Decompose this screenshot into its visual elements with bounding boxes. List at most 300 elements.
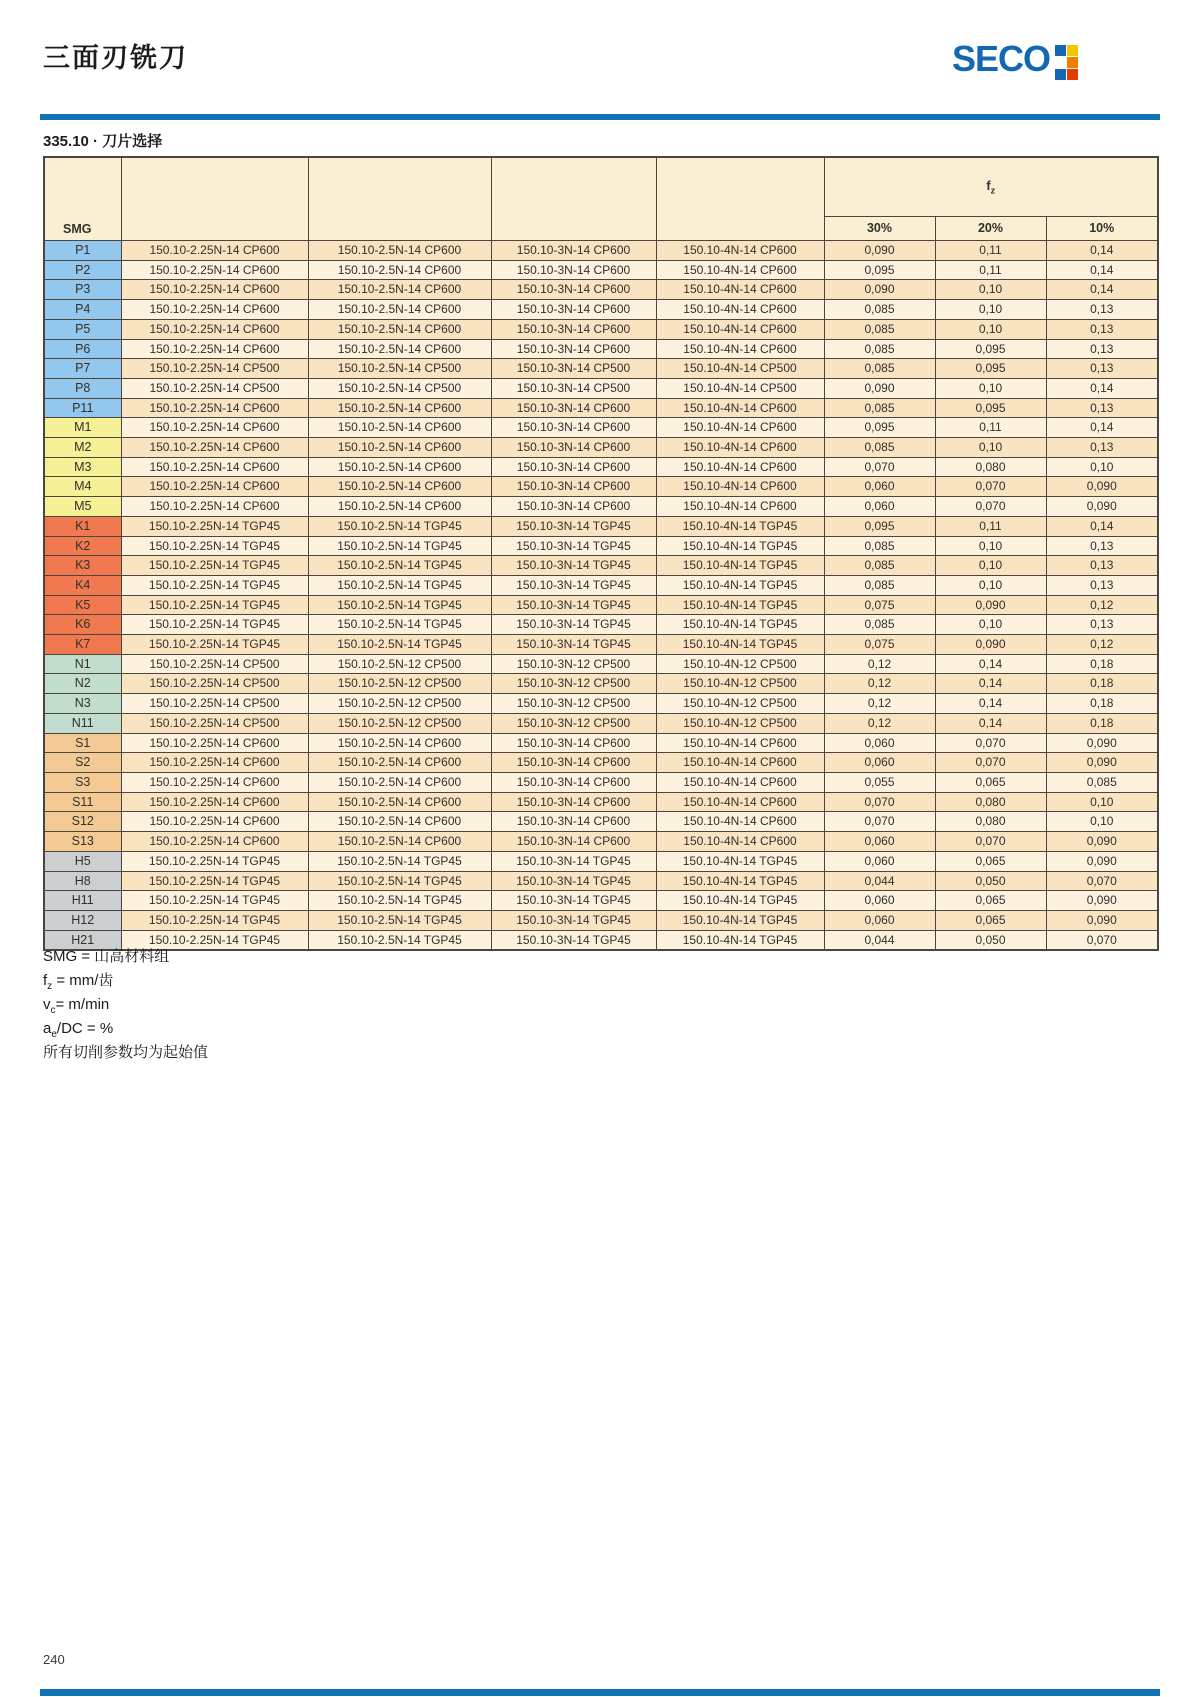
smg-cell: N2 [44, 674, 121, 694]
fz-value-cell: 0,14 [935, 713, 1046, 733]
fz-value-cell: 0,060 [824, 497, 935, 517]
insert-designation-cell: 150.10-4N-14 CP600 [656, 280, 824, 300]
fz-value-cell: 0,085 [824, 319, 935, 339]
fz-value-cell: 0,070 [824, 812, 935, 832]
insert-designation-cell: 150.10-4N-14 TGP45 [656, 556, 824, 576]
insert-designation-cell: 150.10-4N-14 CP600 [656, 300, 824, 320]
table-row [44, 260, 1158, 280]
insert-designation-cell: 150.10-3N-14 CP600 [491, 792, 656, 812]
insert-designation-cell: 150.10-2.25N-14 CP600 [121, 753, 308, 773]
fz-value-cell: 0,090 [824, 280, 935, 300]
insert-designation-cell: 150.10-2.5N-14 CP600 [308, 457, 491, 477]
insert-designation-cell: 150.10-2.5N-12 CP500 [308, 694, 491, 714]
fz-value-cell: 0,090 [1046, 910, 1158, 930]
insert-designation-cell: 150.10-3N-14 TGP45 [491, 910, 656, 930]
fz-value-cell: 0,070 [935, 477, 1046, 497]
fz-value-cell: 0,18 [1046, 713, 1158, 733]
smg-cell: P2 [44, 260, 121, 280]
fz-value-cell: 0,085 [824, 438, 935, 458]
insert-designation-cell: 150.10-3N-14 CP600 [491, 832, 656, 852]
fz-value-cell: 0,11 [935, 260, 1046, 280]
fz-value-cell: 0,14 [1046, 260, 1158, 280]
insert-designation-cell: 150.10-4N-14 CP600 [656, 339, 824, 359]
insert-designation-cell: 150.10-2.5N-14 TGP45 [308, 871, 491, 891]
smg-cell: K2 [44, 536, 121, 556]
table-row [44, 772, 1158, 792]
insert-designation-cell: 150.10-3N-14 TGP45 [491, 536, 656, 556]
insert-designation-cell: 150.10-2.25N-14 CP600 [121, 241, 308, 261]
insert-designation-cell: 150.10-2.25N-14 TGP45 [121, 536, 308, 556]
smg-cell: H8 [44, 871, 121, 891]
insert-designation-cell: 150.10-2.25N-14 CP600 [121, 418, 308, 438]
insert-designation-cell: 150.10-2.5N-14 TGP45 [308, 575, 491, 595]
insert-designation-cell: 150.10-2.25N-14 CP500 [121, 694, 308, 714]
fz-value-cell: 0,12 [824, 713, 935, 733]
table-row [44, 556, 1158, 576]
insert-designation-cell: 150.10-4N-14 TGP45 [656, 575, 824, 595]
insert-designation-cell: 150.10-2.5N-14 CP600 [308, 477, 491, 497]
insert-designation-cell: 150.10-2.5N-14 CP600 [308, 398, 491, 418]
fz-value-cell: 0,14 [1046, 241, 1158, 261]
fz-value-cell: 0,12 [1046, 635, 1158, 655]
legend-item: $f_z = mm/$齿 [43, 972, 114, 992]
table-row [44, 635, 1158, 655]
insert-designation-cell: 150.10-2.5N-14 TGP45 [308, 930, 491, 950]
fz-value-cell: 0,065 [935, 891, 1046, 911]
fz-value-cell: 0,12 [824, 654, 935, 674]
fz-value-cell: 0,13 [1046, 319, 1158, 339]
fz-value-cell: 0,095 [824, 516, 935, 536]
insert-designation-cell: 150.10-2.25N-14 CP600 [121, 812, 308, 832]
insert-designation-cell: 150.10-4N-14 CP600 [656, 497, 824, 517]
insert-designation-cell: 150.10-2.5N-14 TGP45 [308, 635, 491, 655]
insert-designation-cell: 150.10-4N-14 CP600 [656, 792, 824, 812]
insert-designation-cell: 150.10-4N-14 CP600 [656, 438, 824, 458]
smg-cell: M3 [44, 457, 121, 477]
table-row [44, 891, 1158, 911]
insert-designation-cell: 150.10-3N-14 CP600 [491, 812, 656, 832]
fz-value-cell: 0,070 [1046, 930, 1158, 950]
insert-designation-cell: 150.10-3N-14 CP600 [491, 457, 656, 477]
insert-designation-cell: 150.10-3N-14 TGP45 [491, 575, 656, 595]
fz-value-cell: 0,070 [824, 457, 935, 477]
seco-logo-mark-icon [1055, 45, 1078, 80]
insert-designation-cell: 150.10-2.25N-14 TGP45 [121, 635, 308, 655]
insert-designation-cell: 150.10-2.25N-14 TGP45 [121, 910, 308, 930]
logo-tile-blue-top [1055, 45, 1066, 56]
fz-value-cell: 0,090 [1046, 733, 1158, 753]
insert-designation-cell: 150.10-3N-14 CP600 [491, 398, 656, 418]
insert-designation-cell: 150.10-2.5N-14 TGP45 [308, 556, 491, 576]
fz-value-cell: 0,085 [824, 339, 935, 359]
insert-designation-cell: 150.10-2.25N-14 TGP45 [121, 891, 308, 911]
fz-value-cell: 0,10 [1046, 792, 1158, 812]
fz-value-cell: 0,14 [935, 654, 1046, 674]
insert-designation-cell: 150.10-4N-14 CP600 [656, 753, 824, 773]
fz-value-cell: 0,060 [824, 832, 935, 852]
insert-designation-cell: 150.10-2.5N-14 CP600 [308, 832, 491, 852]
fz-value-cell: 0,085 [1046, 772, 1158, 792]
fz-value-cell: 0,090 [1046, 891, 1158, 911]
insert-designation-cell: 150.10-2.5N-14 TGP45 [308, 595, 491, 615]
insert-designation-cell: 150.10-2.5N-12 CP500 [308, 654, 491, 674]
smg-cell: S12 [44, 812, 121, 832]
insert-designation-cell: 150.10-2.5N-14 CP600 [308, 438, 491, 458]
fz-value-cell: 0,065 [935, 910, 1046, 930]
table-row [44, 674, 1158, 694]
insert-designation-cell: 150.10-3N-14 CP500 [491, 378, 656, 398]
fz-value-cell: 0,10 [935, 536, 1046, 556]
insert-designation-cell: 150.10-2.5N-14 TGP45 [308, 615, 491, 635]
table-row [44, 378, 1158, 398]
insert-designation-cell: 150.10-3N-14 TGP45 [491, 871, 656, 891]
header-divider [40, 114, 1160, 120]
legend-item: $a_e/DC$ = % [43, 1020, 114, 1040]
table-row [44, 615, 1158, 635]
smg-cell: H21 [44, 930, 121, 950]
insert-designation-cell: 150.10-4N-14 CP600 [656, 812, 824, 832]
fz-value-cell: 0,070 [824, 792, 935, 812]
fz-value-cell: 0,12 [824, 694, 935, 714]
fz-value-cell: 0,080 [935, 792, 1046, 812]
smg-cell: S13 [44, 832, 121, 852]
fz-value-cell: 0,090 [1046, 477, 1158, 497]
insert-designation-cell: 150.10-2.25N-14 CP500 [121, 378, 308, 398]
insert-designation-cell: 150.10-2.5N-14 CP600 [308, 319, 491, 339]
smg-cell: P6 [44, 339, 121, 359]
insert-designation-cell: 150.10-3N-14 CP600 [491, 753, 656, 773]
smg-cell: P4 [44, 300, 121, 320]
insert-designation-cell: 150.10-2.25N-14 CP600 [121, 772, 308, 792]
logo-tile-blue-bottom [1055, 69, 1066, 80]
insert-designation-cell: 150.10-3N-14 CP600 [491, 260, 656, 280]
table-row [44, 477, 1158, 497]
fz-value-cell: 0,060 [824, 477, 935, 497]
smg-cell: K3 [44, 556, 121, 576]
section-label: 335.10 · 刀片选择 [43, 133, 163, 150]
insert-designation-cell: 150.10-2.25N-14 CP600 [121, 477, 308, 497]
insert-designation-cell: 150.10-2.25N-14 CP600 [121, 300, 308, 320]
insert-designation-cell: 150.10-4N-14 CP600 [656, 260, 824, 280]
insert-designation-cell: 150.10-2.25N-14 CP600 [121, 280, 308, 300]
insert-designation-cell: 150.10-3N-14 CP600 [491, 497, 656, 517]
smg-cell: P11 [44, 398, 121, 418]
smg-cell: K1 [44, 516, 121, 536]
insert-designation-cell: 150.10-4N-14 TGP45 [656, 871, 824, 891]
fz-value-cell: 0,075 [824, 635, 935, 655]
smg-cell: H12 [44, 910, 121, 930]
table-row [44, 339, 1158, 359]
insert-selection-table [43, 156, 1159, 951]
table-row [44, 497, 1158, 517]
insert-designation-cell: 150.10-2.25N-14 CP500 [121, 713, 308, 733]
insert-designation-cell: 150.10-2.5N-14 CP600 [308, 280, 491, 300]
insert-designation-cell: 150.10-2.5N-14 CP600 [308, 339, 491, 359]
fz-value-cell: 0,085 [824, 615, 935, 635]
smg-cell: K6 [44, 615, 121, 635]
insert-designation-cell: 150.10-4N-14 CP600 [656, 319, 824, 339]
insert-designation-cell: 150.10-3N-14 TGP45 [491, 635, 656, 655]
fz-value-cell: 0,080 [935, 457, 1046, 477]
seco-logo [952, 38, 1078, 80]
insert-designation-cell: 150.10-4N-14 TGP45 [656, 516, 824, 536]
insert-designation-cell: 150.10-4N-14 CP600 [656, 772, 824, 792]
smg-cell: S2 [44, 753, 121, 773]
page-number: 240 [43, 1652, 65, 1667]
table-row [44, 241, 1158, 261]
insert-designation-cell: 150.10-3N-14 CP600 [491, 300, 656, 320]
fz-value-cell: 0,10 [935, 319, 1046, 339]
fz-value-cell: 0,090 [1046, 497, 1158, 517]
table-body [44, 241, 1158, 951]
fz-value-cell: 0,085 [824, 536, 935, 556]
fz-value-cell: 0,065 [935, 851, 1046, 871]
fz-value-cell: 0,070 [935, 497, 1046, 517]
fz-value-cell: 0,060 [824, 851, 935, 871]
footer-divider [40, 1689, 1160, 1696]
insert-designation-cell: 150.10-4N-14 TGP45 [656, 615, 824, 635]
insert-designation-cell: 150.10-2.25N-14 CP500 [121, 359, 308, 379]
insert-designation-cell: 150.10-2.25N-14 TGP45 [121, 516, 308, 536]
fz-value-cell: 0,095 [824, 260, 935, 280]
logo-tile-red [1067, 69, 1078, 80]
fz-value-cell: 0,10 [935, 556, 1046, 576]
fz-value-cell: 0,044 [824, 930, 935, 950]
smg-cell: N1 [44, 654, 121, 674]
insert-designation-cell: 150.10-2.5N-14 CP600 [308, 753, 491, 773]
fz-value-cell: 0,050 [935, 930, 1046, 950]
percent-header-30: 30% [824, 216, 935, 240]
fz-value-cell: 0,13 [1046, 359, 1158, 379]
smg-cell: N11 [44, 713, 121, 733]
insert-designation-cell: 150.10-2.5N-14 TGP45 [308, 910, 491, 930]
insert-designation-cell: 150.10-2.25N-14 CP600 [121, 792, 308, 812]
insert-designation-cell: 150.10-3N-14 CP600 [491, 477, 656, 497]
logo-tile-yellow [1067, 45, 1078, 56]
insert-designation-cell: 150.10-2.25N-14 CP600 [121, 832, 308, 852]
insert-designation-cell: 150.10-3N-14 CP600 [491, 418, 656, 438]
smg-cell: P3 [44, 280, 121, 300]
fz-value-cell: 0,14 [935, 674, 1046, 694]
insert-designation-cell: 150.10-4N-14 CP600 [656, 241, 824, 261]
fz-value-cell: 0,050 [935, 871, 1046, 891]
insert-designation-cell: 150.10-3N-14 CP600 [491, 280, 656, 300]
insert-designation-cell: 150.10-3N-12 CP500 [491, 713, 656, 733]
smg-cell: S1 [44, 733, 121, 753]
fz-value-cell: 0,060 [824, 753, 935, 773]
fz-value-cell: 0,060 [824, 891, 935, 911]
insert-designation-cell: 150.10-3N-12 CP500 [491, 674, 656, 694]
fz-value-cell: 0,095 [935, 359, 1046, 379]
seco-logo-text: SECO [952, 38, 1051, 79]
table-row [44, 300, 1158, 320]
smg-cell: K5 [44, 595, 121, 615]
smg-cell: P8 [44, 378, 121, 398]
insert-designation-cell: 150.10-3N-14 TGP45 [491, 516, 656, 536]
fz-value-cell: 0,065 [935, 772, 1046, 792]
smg-cell: K4 [44, 575, 121, 595]
fz-value-cell: 0,14 [1046, 378, 1158, 398]
insert-designation-cell: 150.10-4N-14 TGP45 [656, 891, 824, 911]
fz-value-cell: 0,10 [935, 615, 1046, 635]
insert-designation-cell: 150.10-4N-14 CP600 [656, 477, 824, 497]
fz-value-cell: 0,055 [824, 772, 935, 792]
fz-value-cell: 0,070 [935, 753, 1046, 773]
fz-value-cell: 0,090 [1046, 851, 1158, 871]
insert-designation-cell: 150.10-2.25N-14 CP600 [121, 319, 308, 339]
smg-cell: S11 [44, 792, 121, 812]
fz-value-cell: 0,070 [935, 733, 1046, 753]
insert-designation-cell: 150.10-3N-12 CP500 [491, 654, 656, 674]
table-row [44, 930, 1158, 950]
insert-designation-cell: 150.10-2.5N-14 CP600 [308, 497, 491, 517]
smg-cell: K7 [44, 635, 121, 655]
fz-value-cell: 0,090 [1046, 753, 1158, 773]
insert-designation-cell: 150.10-4N-14 CP600 [656, 398, 824, 418]
table-row [44, 398, 1158, 418]
table-row [44, 516, 1158, 536]
legend-item: SMG = 山高材料组 [43, 948, 170, 965]
insert-designation-cell: 150.10-2.5N-14 CP600 [308, 792, 491, 812]
fz-group-header: $f_z$ [824, 157, 1158, 216]
smg-cell: M2 [44, 438, 121, 458]
insert-designation-cell: 150.10-3N-14 TGP45 [491, 930, 656, 950]
fz-value-cell: 0,11 [935, 241, 1046, 261]
insert-designation-cell: 150.10-3N-14 CP600 [491, 733, 656, 753]
legend [43, 945, 208, 1065]
fz-value-cell: 0,10 [935, 300, 1046, 320]
table-row [44, 812, 1158, 832]
insert-designation-cell: 150.10-4N-14 CP600 [656, 457, 824, 477]
fz-value-cell: 0,10 [935, 575, 1046, 595]
smg-cell: S3 [44, 772, 121, 792]
insert-designation-cell: 150.10-4N-14 TGP45 [656, 910, 824, 930]
insert-designation-cell: 150.10-2.25N-14 TGP45 [121, 871, 308, 891]
insert-designation-cell: 150.10-4N-12 CP500 [656, 694, 824, 714]
fz-value-cell: 0,090 [824, 241, 935, 261]
smg-column-header: SMG [44, 157, 121, 241]
insert-designation-cell: 150.10-2.25N-14 CP600 [121, 497, 308, 517]
fz-value-cell: 0,18 [1046, 654, 1158, 674]
fz-value-cell: 0,090 [935, 635, 1046, 655]
insert-designation-cell: 150.10-3N-14 CP600 [491, 339, 656, 359]
insert-designation-cell: 150.10-2.25N-14 TGP45 [121, 595, 308, 615]
logo-tile-white [1055, 57, 1066, 68]
fz-value-cell: 0,085 [824, 575, 935, 595]
insert-designation-cell: 150.10-3N-14 TGP45 [491, 615, 656, 635]
insert-designation-cell: 150.10-4N-14 TGP45 [656, 536, 824, 556]
logo-tile-orange [1067, 57, 1078, 68]
insert-designation-cell: 150.10-4N-12 CP500 [656, 674, 824, 694]
insert-column-header-4 [656, 157, 824, 241]
table-row [44, 792, 1158, 812]
insert-designation-cell: 150.10-2.5N-14 CP600 [308, 241, 491, 261]
insert-designation-cell: 150.10-2.25N-14 CP600 [121, 733, 308, 753]
table-row [44, 753, 1158, 773]
fz-value-cell: 0,095 [824, 418, 935, 438]
smg-cell: M4 [44, 477, 121, 497]
fz-value-cell: 0,14 [1046, 280, 1158, 300]
insert-designation-cell: 150.10-3N-14 CP600 [491, 438, 656, 458]
fz-value-cell: 0,085 [824, 398, 935, 418]
legend-item: $v_c= m/\min$ [43, 996, 110, 1016]
fz-value-cell: 0,070 [935, 832, 1046, 852]
percent-header-10: 10% [1046, 216, 1158, 240]
insert-designation-cell: 150.10-4N-14 CP600 [656, 832, 824, 852]
insert-designation-cell: 150.10-2.25N-14 CP500 [121, 674, 308, 694]
insert-designation-cell: 150.10-4N-14 CP600 [656, 418, 824, 438]
insert-designation-cell: 150.10-2.25N-14 CP600 [121, 457, 308, 477]
insert-designation-cell: 150.10-2.25N-14 TGP45 [121, 615, 308, 635]
insert-designation-cell: 150.10-2.5N-14 CP500 [308, 378, 491, 398]
insert-designation-cell: 150.10-4N-14 CP600 [656, 733, 824, 753]
smg-cell: H5 [44, 851, 121, 871]
table-row [44, 694, 1158, 714]
smg-cell: P7 [44, 359, 121, 379]
insert-designation-cell: 150.10-2.5N-14 CP600 [308, 300, 491, 320]
fz-value-cell: 0,060 [824, 910, 935, 930]
table-row [44, 851, 1158, 871]
page-title: 三面刃铣刀 [43, 43, 188, 73]
fz-value-cell: 0,13 [1046, 339, 1158, 359]
fz-value-cell: 0,070 [1046, 871, 1158, 891]
insert-designation-cell: 150.10-3N-14 TGP45 [491, 556, 656, 576]
fz-value-cell: 0,18 [1046, 694, 1158, 714]
smg-cell: P5 [44, 319, 121, 339]
insert-designation-cell: 150.10-4N-14 TGP45 [656, 595, 824, 615]
fz-value-cell: 0,12 [824, 674, 935, 694]
legend-item: 所有切削参数均为起始值 [43, 1044, 209, 1061]
insert-designation-cell: 150.10-2.5N-14 CP500 [308, 359, 491, 379]
insert-designation-cell: 150.10-2.5N-14 CP600 [308, 260, 491, 280]
insert-designation-cell: 150.10-2.25N-14 CP600 [121, 260, 308, 280]
fz-value-cell: 0,18 [1046, 674, 1158, 694]
smg-cell: N3 [44, 694, 121, 714]
insert-designation-cell: 150.10-2.25N-14 CP500 [121, 654, 308, 674]
insert-designation-cell: 150.10-4N-14 TGP45 [656, 930, 824, 950]
fz-value-cell: 0,13 [1046, 438, 1158, 458]
fz-value-cell: 0,13 [1046, 575, 1158, 595]
fz-value-cell: 0,13 [1046, 300, 1158, 320]
insert-designation-cell: 150.10-4N-14 CP500 [656, 359, 824, 379]
fz-value-cell: 0,044 [824, 871, 935, 891]
fz-value-cell: 0,12 [1046, 595, 1158, 615]
table-row [44, 654, 1158, 674]
insert-designation-cell: 150.10-4N-14 CP500 [656, 378, 824, 398]
smg-cell: M1 [44, 418, 121, 438]
insert-designation-cell: 150.10-3N-14 CP600 [491, 772, 656, 792]
table-row [44, 871, 1158, 891]
insert-designation-cell: 150.10-2.25N-14 TGP45 [121, 851, 308, 871]
fz-value-cell: 0,13 [1046, 615, 1158, 635]
fz-value-cell: 0,10 [935, 280, 1046, 300]
insert-designation-cell: 150.10-2.25N-14 TGP45 [121, 930, 308, 950]
fz-value-cell: 0,11 [935, 516, 1046, 536]
smg-cell: H11 [44, 891, 121, 911]
insert-designation-cell: 150.10-2.25N-14 CP600 [121, 339, 308, 359]
fz-value-cell: 0,090 [935, 595, 1046, 615]
fz-value-cell: 0,10 [1046, 457, 1158, 477]
insert-designation-cell: 150.10-2.25N-14 TGP45 [121, 575, 308, 595]
insert-column-header-2 [308, 157, 491, 241]
fz-value-cell: 0,090 [824, 378, 935, 398]
table-row [44, 457, 1158, 477]
fz-value-cell: 0,060 [824, 733, 935, 753]
fz-value-cell: 0,14 [1046, 516, 1158, 536]
insert-designation-cell: 150.10-3N-14 CP600 [491, 319, 656, 339]
insert-designation-cell: 150.10-2.5N-14 CP600 [308, 772, 491, 792]
insert-designation-cell: 150.10-2.5N-12 CP500 [308, 713, 491, 733]
